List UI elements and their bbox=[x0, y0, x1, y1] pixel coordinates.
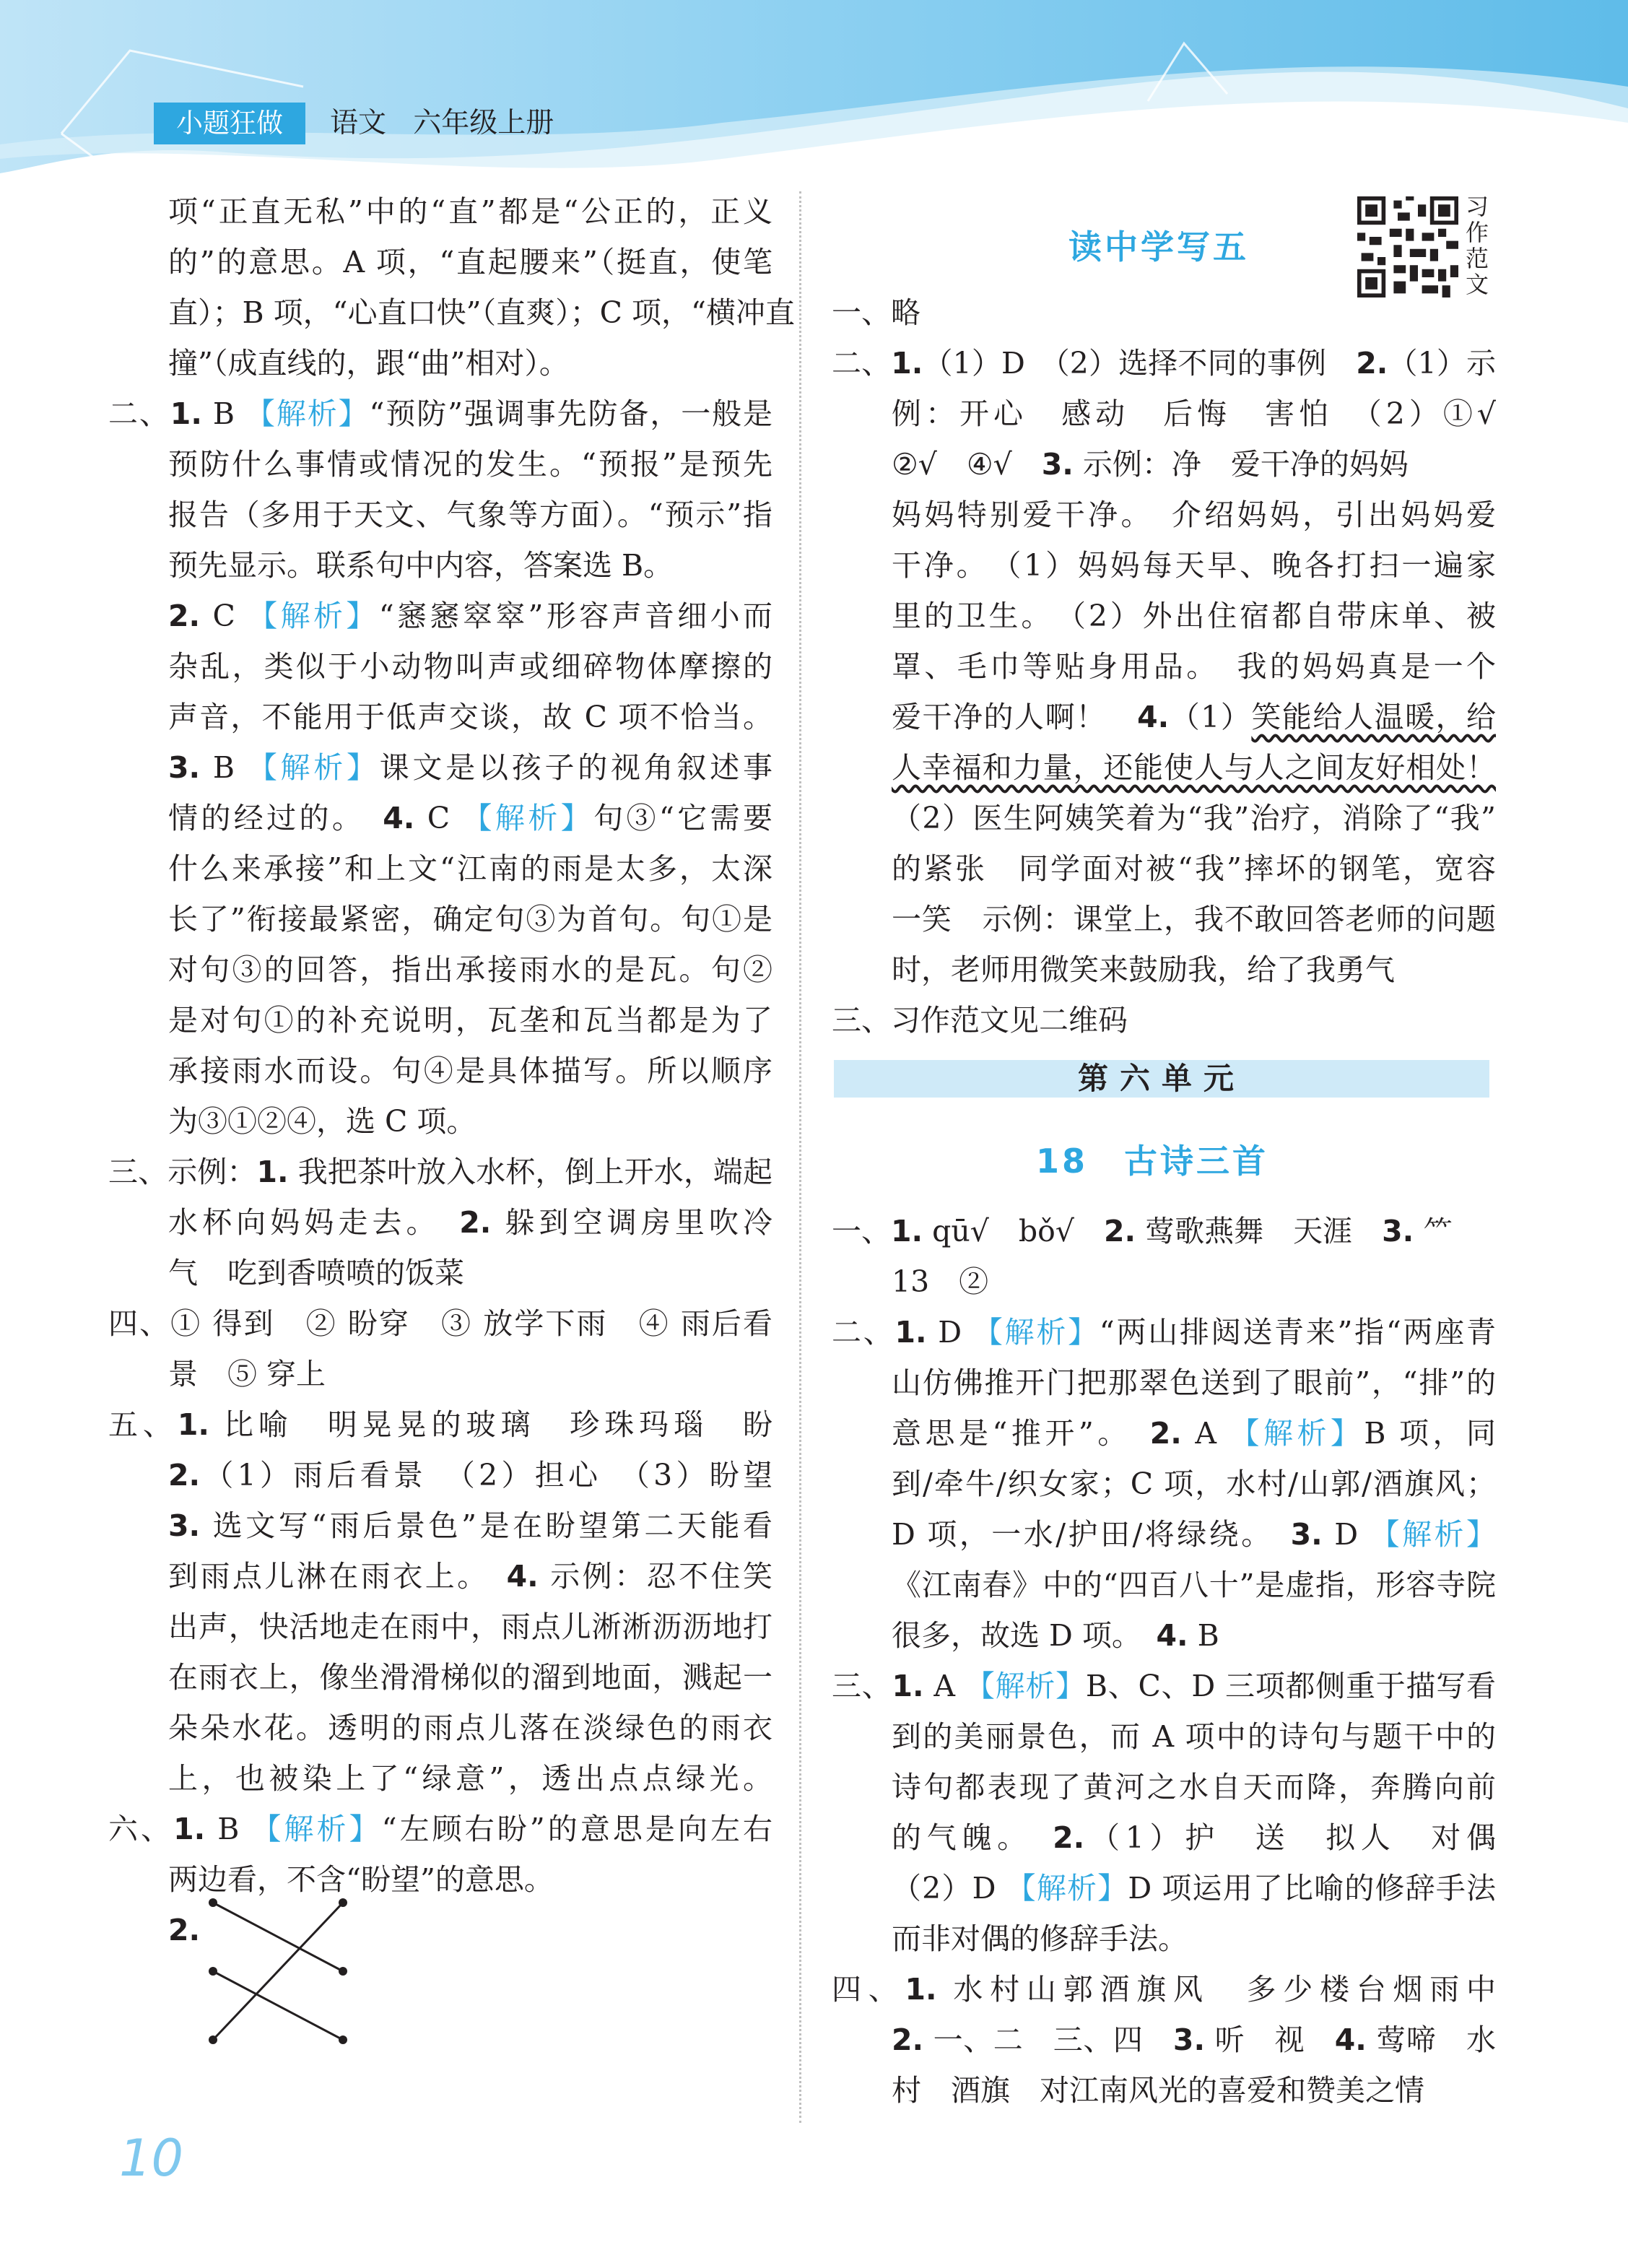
matching-lines-figure bbox=[195, 1885, 361, 2058]
text-line: 上，也被染上了“绿意”，透出点点绿光。 bbox=[168, 1761, 772, 1796]
text-line: 一、略 bbox=[832, 295, 920, 330]
text-line: 对句③的回答，指出承接雨水的是瓦。句② bbox=[168, 952, 772, 987]
text-line: 情的经过的。 4. C 【解析】句③“它需要 bbox=[168, 801, 772, 835]
text-line: 杂乱，类似于小动物叫声或细碎物体摩擦的 bbox=[168, 649, 772, 684]
text-line: 的气魄。 2.（1）护 送 拟人 对偶 bbox=[892, 1820, 1497, 1855]
text-line: 2. 一、二 三、四 3. 听 视 4. 莺啼 水 bbox=[892, 2022, 1496, 2057]
left-column bbox=[108, 186, 795, 1955]
text-line: 13 ② bbox=[892, 1264, 989, 1299]
text-line: 出声，快活地走在雨中，雨点儿淅淅沥沥地打 bbox=[168, 1609, 772, 1644]
text-line: 到/牵牛/织女家；C 项，水村/山郭/酒旗风； bbox=[892, 1467, 1496, 1501]
text-line: 两边看，不含“盼望”的意思。 bbox=[168, 1862, 554, 1897]
text-line: 2. bbox=[168, 1913, 201, 1947]
text-line: 二、1. D 【解析】“两山排闼送青来”指“两座青 bbox=[832, 1315, 1496, 1350]
unit-title: 第六单元 bbox=[1077, 1061, 1245, 1096]
text-line: 山仿佛推开门把那翠色送到了眼前”，“排”的 bbox=[892, 1365, 1496, 1400]
text-line: 五、1. 比喻 明晃晃的玻璃 珍珠玛瑙 盼 bbox=[108, 1407, 772, 1442]
text-line: 村 酒旗 对江南风光的喜爱和赞美之情 bbox=[892, 2073, 1424, 2108]
text-line: 2. C 【解析】“窸窸窣窣”形容声音细小而 bbox=[168, 599, 773, 633]
text-line: 朵朵水花。透明的雨点儿落在淡绿色的雨衣 bbox=[168, 1711, 772, 1745]
text-line: 承接雨水而设。句④是具体描写。所以顺序 bbox=[168, 1053, 772, 1088]
qr-code-icon bbox=[1357, 196, 1458, 297]
text-line: 时，老师用微笑来鼓励我，给了我勇气 bbox=[892, 952, 1395, 987]
text-line: 三、1. A 【解析】B、C、D 三项都侧重于描写看 bbox=[832, 1669, 1497, 1703]
text-line: 三、示例：1. 我把茶叶放入水杯，倒上开水，端起 bbox=[108, 1155, 773, 1189]
text-line: 一、1. qū√ bǒ√ 2. 莺歌燕舞 天涯 3. ⺮ bbox=[832, 1214, 1453, 1248]
text-line: 罩、毛巾等贴身用品。 我的妈妈真是一个 bbox=[892, 649, 1496, 684]
text-line: 四、① 得到 ② 盼穿 ③ 放学下雨 ④ 雨后看 bbox=[108, 1306, 772, 1341]
text-line: 的紧张 同学面对被“我”摔坏的钢笔，宽容 bbox=[892, 851, 1496, 886]
text-line: ②√ ④√ 3. 示例：净 爱干净的妈妈 bbox=[892, 447, 1409, 482]
page-number: 10 bbox=[119, 2129, 184, 2188]
text-line: 意思是“推开”。 2. A 【解析】B 项，同 bbox=[892, 1416, 1497, 1451]
text-line: 在雨衣上，像坐滑滑梯似的溜到地面，溅起一 bbox=[168, 1660, 772, 1695]
text-line: 到的美丽景色，而 A 项中的诗句与题干中的 bbox=[892, 1719, 1496, 1754]
text-line: 直）；B 项，“心直口快”（直爽）；C 项，“横冲直 bbox=[168, 295, 795, 330]
text-line: 四、1. 水村山郭酒旗风 多少楼台烟雨中 bbox=[832, 1972, 1496, 2007]
text-line: 例：开心 感动 后悔 害怕 （2）①√ bbox=[892, 396, 1496, 431]
text-line: 六、1. B 【解析】“左顾右盼”的意思是向左右 bbox=[108, 1812, 773, 1846]
text-line: （2）医生阿姨笑着为“我”治疗，消除了“我” bbox=[892, 801, 1496, 835]
text-line: 到雨点儿淋在雨衣上。 4. 示例：忍不住笑 bbox=[168, 1559, 772, 1594]
text-line: 《江南春》中的“四百八十”是虚指，形容寺院 bbox=[892, 1568, 1496, 1602]
text-line: 的”的意思。A 项，“直起腰来”（挺直，使笔 bbox=[168, 245, 772, 279]
text-line: 2.（1）雨后看景 （2）担心 （3）盼望 bbox=[168, 1458, 772, 1493]
text-line: 报告（多用于天文、气象等方面）。“预示”指 bbox=[168, 498, 772, 532]
qr-label: 习作范文 bbox=[1466, 193, 1489, 298]
text-line: 3. B 【解析】课文是以孩子的视角叙述事 bbox=[168, 750, 772, 785]
text-line: 妈妈特别爱干净。 介绍妈妈，引出妈妈爱 bbox=[892, 498, 1496, 532]
text-line: 很多，故选 D 项。 4. B bbox=[892, 1618, 1219, 1653]
text-line: 项“正直无私”中的“直”都是“公正的，正义 bbox=[168, 194, 772, 229]
book-title: 语文 六年级上册 bbox=[330, 107, 554, 139]
text-line: 预先显示。联系句中内容，答案选 B。 bbox=[168, 548, 674, 583]
text-line: 爱干净的人啊！ 4.（1）笑能给人温暖，给 bbox=[892, 700, 1496, 734]
text-line: 为③①②④，选 C 项。 bbox=[168, 1104, 476, 1139]
text-line: 景 ⑤ 穿上 bbox=[168, 1357, 326, 1391]
text-line: 而非对偶的修辞手法。 bbox=[892, 1921, 1188, 1956]
text-line: 诗句都表现了黄河之水自天而降，奔腾向前 bbox=[892, 1770, 1496, 1804]
text-line: 干净。 （1）妈妈每天早、晚各打扫一遍家 bbox=[892, 548, 1496, 583]
column-divider bbox=[799, 191, 801, 2123]
text-line: 一笑 示例：课堂上，我不敢回答老师的问题 bbox=[892, 902, 1496, 937]
section-title: 读中学写五 bbox=[1068, 227, 1249, 266]
lesson-title: 18 古诗三首 bbox=[1036, 1142, 1269, 1181]
text-line: 人幸福和力量，还能使人与人之间友好相处！ bbox=[892, 750, 1496, 785]
text-line: 长了”衔接最紧密，确定句③为首句。句①是 bbox=[168, 902, 772, 937]
text-line: 撞”（成直线的，跟“曲”相对）。 bbox=[168, 346, 569, 381]
text-line: 气 吃到香喷喷的饭菜 bbox=[168, 1256, 464, 1290]
series-tag: 小题狂做 bbox=[154, 103, 305, 144]
text-line: 3. 选文写“雨后景色”是在盼望第二天能看 bbox=[168, 1508, 772, 1543]
text-line: 声音，不能用于低声交谈，故 C 项不恰当。 bbox=[168, 700, 772, 734]
text-line: 二、1. B 【解析】“预防”强调事先防备，一般是 bbox=[108, 396, 773, 431]
text-line: 预防什么事情或情况的发生。“预报”是预先 bbox=[168, 447, 772, 482]
text-line: 水杯向妈妈走去。 2. 躲到空调房里吹冷 bbox=[168, 1205, 773, 1240]
text-line: 里的卫生。 （2）外出住宿都自带床单、被 bbox=[892, 599, 1496, 633]
right-column-bottom bbox=[832, 1206, 1496, 2116]
text-line: （2）D 【解析】D 项运用了比喻的修辞手法 bbox=[892, 1871, 1496, 1906]
text-line: D 项，一水/护田/将绿绕。 3. D 【解析】 bbox=[892, 1517, 1497, 1552]
text-line: 什么来承接”和上文“江南的雨是太多，太深 bbox=[168, 851, 772, 886]
text-line: 二、1.（1）D （2）选择不同的事例 2.（1）示 bbox=[832, 346, 1497, 381]
text-line: 三、习作范文见二维码 bbox=[832, 1003, 1128, 1038]
text-line: 是对句①的补充说明，瓦垄和瓦当都是为了 bbox=[168, 1003, 772, 1038]
right-column-top bbox=[832, 287, 1496, 1046]
